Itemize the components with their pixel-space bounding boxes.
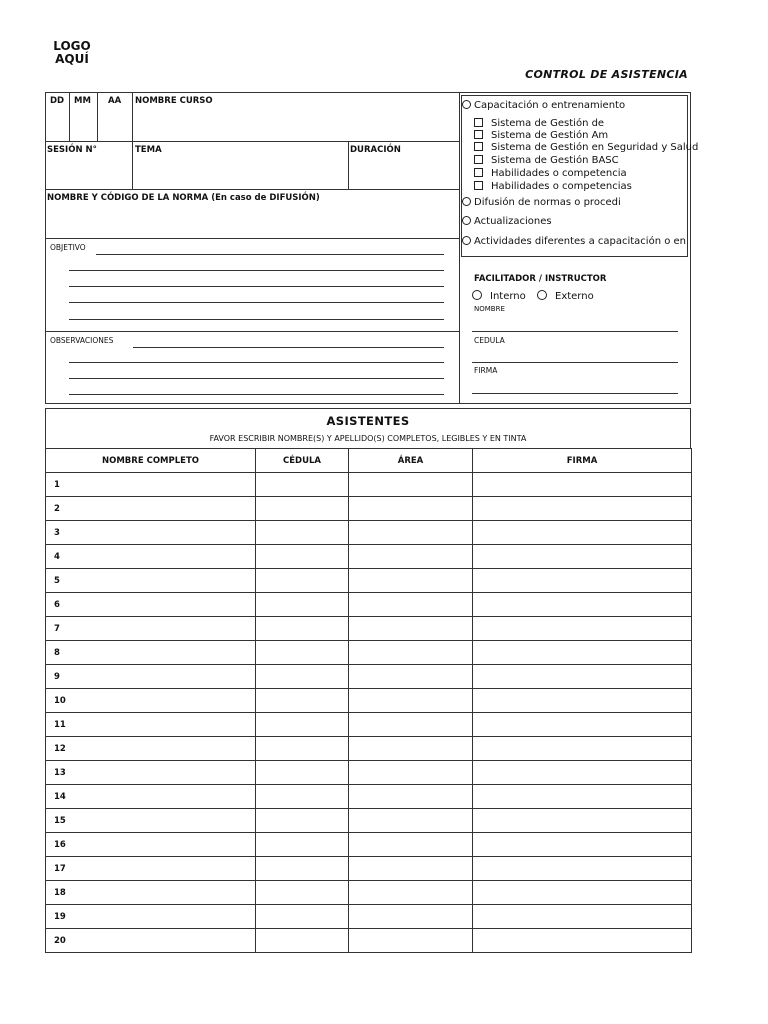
attendee-id-cell[interactable] <box>256 905 349 929</box>
sub-option-1[interactable] <box>474 118 686 129</box>
facilitator-title: FACILITADOR / INSTRUCTOR <box>474 274 607 284</box>
attendee-number: 15 <box>46 809 256 833</box>
table-row <box>46 521 692 545</box>
attendee-area-cell[interactable] <box>349 809 473 833</box>
table-row <box>46 617 692 641</box>
aa-label: AA <box>108 96 122 106</box>
table-row <box>46 569 692 593</box>
objective-line-5[interactable] <box>69 319 444 320</box>
attendee-area-cell[interactable] <box>349 881 473 905</box>
logo-placeholder <box>52 40 92 66</box>
sub-option-label: Sistema de Gestión BASC <box>491 155 619 166</box>
sub-option-2[interactable] <box>474 130 686 141</box>
option-actualizaciones[interactable] <box>462 216 686 227</box>
facilitator-id-label: CEDULA <box>474 336 505 345</box>
option-difusion-label: Difusión de normas o procedi <box>474 197 621 208</box>
session-label: SESIÓN N° <box>47 145 97 155</box>
attendee-id-cell[interactable] <box>256 569 349 593</box>
sub-option-4[interactable] <box>474 155 686 166</box>
attendee-number: 11 <box>46 713 256 737</box>
checkbox-icon[interactable] <box>474 130 483 139</box>
attendee-number: 4 <box>46 545 256 569</box>
attendee-signature-cell[interactable] <box>473 785 692 809</box>
radio-icon[interactable] <box>462 100 471 109</box>
attendee-area-cell[interactable] <box>349 545 473 569</box>
attendee-signature-cell[interactable] <box>473 881 692 905</box>
facilitator-name-label: NOMBRE <box>474 305 505 313</box>
row-line-1 <box>45 141 459 142</box>
facilitator-name-line[interactable] <box>472 331 678 332</box>
attendee-signature-cell[interactable] <box>473 809 692 833</box>
attendee-number: 3 <box>46 521 256 545</box>
table-row <box>46 545 692 569</box>
attendee-signature-cell[interactable] <box>473 929 692 953</box>
option-difusion[interactable] <box>462 197 622 208</box>
table-row <box>46 809 692 833</box>
table-row <box>46 737 692 761</box>
externo-label: Externo <box>555 291 594 302</box>
option-capacitacion[interactable] <box>462 100 686 111</box>
attendee-area-cell[interactable] <box>349 497 473 521</box>
sub-option-label: Sistema de Gestión en Seguridad y Salud <box>491 142 699 153</box>
sub-option-label: Habilidades o competencia <box>491 168 627 179</box>
table-row <box>46 833 692 857</box>
attendee-signature-cell[interactable] <box>473 521 692 545</box>
attendee-area-cell[interactable] <box>349 593 473 617</box>
attendee-number: 7 <box>46 617 256 641</box>
facilitator-signature-line[interactable] <box>472 393 678 394</box>
attendee-number: 20 <box>46 929 256 953</box>
radio-icon[interactable] <box>472 290 482 300</box>
attendee-signature-cell[interactable] <box>473 497 692 521</box>
facilitator-id-line[interactable] <box>472 362 678 363</box>
attendee-area-cell[interactable] <box>349 617 473 641</box>
option-actividades[interactable] <box>462 236 686 247</box>
attendee-id-cell[interactable] <box>256 761 349 785</box>
objective-line-1[interactable] <box>96 254 444 255</box>
table-row <box>46 881 692 905</box>
attendees-instructions: FAVOR ESCRIBIR NOMBRE(S) Y APELLIDO(S) COMPLETOS, LEGIBLES Y EN TINTA <box>209 434 527 443</box>
attendee-id-cell[interactable] <box>256 497 349 521</box>
table-row <box>46 713 692 737</box>
checkbox-icon[interactable] <box>474 168 483 177</box>
attendee-id-cell[interactable] <box>256 785 349 809</box>
sub-option-label: Sistema de Gestión de <box>491 118 605 129</box>
attendee-signature-cell[interactable] <box>473 737 692 761</box>
table-row <box>46 593 692 617</box>
attendee-area-cell[interactable] <box>349 905 473 929</box>
observations-line-3[interactable] <box>69 378 444 379</box>
attendee-signature-cell[interactable] <box>473 905 692 929</box>
course-name-label: NOMBRE CURSO <box>135 96 213 106</box>
date-divider-2 <box>97 92 98 141</box>
attendee-id-cell[interactable] <box>256 881 349 905</box>
attendee-signature-cell[interactable] <box>473 641 692 665</box>
attendee-number: 6 <box>46 593 256 617</box>
column-header-name: NOMBRE COMPLETO <box>46 449 256 473</box>
date-divider-1 <box>69 92 70 141</box>
radio-icon[interactable] <box>462 216 471 225</box>
attendee-number: 10 <box>46 689 256 713</box>
observations-line-2[interactable] <box>69 362 444 363</box>
table-row <box>46 641 692 665</box>
attendee-area-cell[interactable] <box>349 665 473 689</box>
attendee-id-cell[interactable] <box>256 929 349 953</box>
sub-option-3[interactable] <box>474 142 704 153</box>
attendee-signature-cell[interactable] <box>473 665 692 689</box>
attendee-signature-cell[interactable] <box>473 473 692 497</box>
column-header-id: CÉDULA <box>256 449 349 473</box>
objective-line-4[interactable] <box>69 302 444 303</box>
dd-label: DD <box>50 96 65 106</box>
attendee-number: 12 <box>46 737 256 761</box>
attendee-area-cell[interactable] <box>349 737 473 761</box>
observations-line-4[interactable] <box>69 394 444 395</box>
radio-icon[interactable] <box>537 290 547 300</box>
checkbox-icon[interactable] <box>474 118 483 127</box>
attendee-id-cell[interactable] <box>256 617 349 641</box>
column-header-area: ÁREA <box>349 449 473 473</box>
attendee-area-cell[interactable] <box>349 929 473 953</box>
attendee-signature-cell[interactable] <box>473 545 692 569</box>
objective-label: OBJETIVO <box>50 243 86 252</box>
objective-line-3[interactable] <box>69 286 444 287</box>
attendee-number: 13 <box>46 761 256 785</box>
interno-label: Interno <box>490 291 526 302</box>
row-line-4 <box>45 331 459 332</box>
checkbox-icon[interactable] <box>474 155 483 164</box>
attendee-id-cell[interactable] <box>256 593 349 617</box>
sub-option-label: Sistema de Gestión Am <box>491 130 609 141</box>
attendee-signature-cell[interactable] <box>473 593 692 617</box>
attendee-signature-cell[interactable] <box>473 857 692 881</box>
attendee-number: 1 <box>46 473 256 497</box>
table-row <box>46 761 692 785</box>
attendee-area-cell[interactable] <box>349 689 473 713</box>
form-divider <box>459 92 460 404</box>
row-line-2 <box>45 189 459 190</box>
attendee-area-cell[interactable] <box>349 785 473 809</box>
attendee-signature-cell[interactable] <box>473 617 692 641</box>
attendee-number: 17 <box>46 857 256 881</box>
attendees-header <box>45 408 691 449</box>
attendee-area-cell[interactable] <box>349 857 473 881</box>
attendee-signature-cell[interactable] <box>473 713 692 737</box>
sub-option-6[interactable] <box>474 181 686 192</box>
attendee-area-cell[interactable] <box>349 521 473 545</box>
radio-icon[interactable] <box>462 236 471 245</box>
attendee-area-cell[interactable] <box>349 473 473 497</box>
table-row <box>46 665 692 689</box>
attendee-area-cell[interactable] <box>349 569 473 593</box>
option-externo[interactable] <box>537 290 593 302</box>
facilitator-name-clip <box>474 305 534 314</box>
option-actividades-label: Actividades diferentes a capacitación o en <box>474 236 686 247</box>
option-actualizaciones-label: Actualizaciones <box>474 216 552 227</box>
attendee-id-cell[interactable] <box>256 473 349 497</box>
attendee-number: 16 <box>46 833 256 857</box>
table-row <box>46 785 692 809</box>
attendee-number: 9 <box>46 665 256 689</box>
logo-line-1: LOGO <box>53 39 91 53</box>
attendee-number: 19 <box>46 905 256 929</box>
attendee-id-cell[interactable] <box>256 641 349 665</box>
document-title: CONTROL DE ASISTENCIA <box>525 68 688 81</box>
checkbox-icon[interactable] <box>474 142 483 151</box>
table-row <box>46 857 692 881</box>
logo-line-2: AQUÍ <box>55 52 89 66</box>
observations-label: OBSERVACIONES <box>50 336 114 345</box>
attendee-number: 5 <box>46 569 256 593</box>
table-row <box>46 929 692 953</box>
sub-option-5[interactable] <box>474 168 686 179</box>
sub-option-label: Habilidades o competencias <box>491 181 632 192</box>
attendee-area-cell[interactable] <box>349 641 473 665</box>
attendee-number: 2 <box>46 497 256 521</box>
column-header-signature: FIRMA <box>473 449 692 473</box>
attendees-header-row <box>46 449 692 473</box>
attendee-number: 14 <box>46 785 256 809</box>
duration-label: DURACIÓN <box>350 145 401 155</box>
attendee-id-cell[interactable] <box>256 665 349 689</box>
attendee-id-cell[interactable] <box>256 521 349 545</box>
mm-label: MM <box>74 96 91 106</box>
attendee-signature-cell[interactable] <box>473 761 692 785</box>
attendee-id-cell[interactable] <box>256 689 349 713</box>
attendee-signature-cell[interactable] <box>473 689 692 713</box>
attendee-id-cell[interactable] <box>256 809 349 833</box>
attendee-number: 18 <box>46 881 256 905</box>
attendee-area-cell[interactable] <box>349 713 473 737</box>
attendee-number: 8 <box>46 641 256 665</box>
attendee-id-cell[interactable] <box>256 545 349 569</box>
radio-icon[interactable] <box>462 197 471 206</box>
table-row <box>46 497 692 521</box>
facilitator-signature-label: FIRMA <box>474 366 498 375</box>
attendees-table <box>45 448 692 953</box>
attendee-area-cell[interactable] <box>349 761 473 785</box>
attendee-id-cell[interactable] <box>256 737 349 761</box>
option-capacitacion-label: Capacitación o entrenamiento <box>474 100 626 111</box>
norm-label: NOMBRE Y CÓDIGO DE LA NORMA (En caso de DIFUSIÓN) <box>47 193 320 203</box>
attendee-signature-cell[interactable] <box>473 569 692 593</box>
attendees-title: ASISTENTES <box>326 414 410 428</box>
checkbox-icon[interactable] <box>474 181 483 190</box>
topic-label: TEMA <box>135 145 162 155</box>
attendee-id-cell[interactable] <box>256 833 349 857</box>
attendee-area-cell[interactable] <box>349 833 473 857</box>
attendee-signature-cell[interactable] <box>473 833 692 857</box>
table-row <box>46 689 692 713</box>
objective-line-2[interactable] <box>69 270 444 271</box>
attendee-id-cell[interactable] <box>256 713 349 737</box>
duration-divider <box>348 141 349 190</box>
row-line-3 <box>45 238 459 239</box>
table-row <box>46 473 692 497</box>
table-row <box>46 905 692 929</box>
observations-line-1[interactable] <box>133 347 444 348</box>
attendee-id-cell[interactable] <box>256 857 349 881</box>
option-interno[interactable] <box>472 290 532 302</box>
